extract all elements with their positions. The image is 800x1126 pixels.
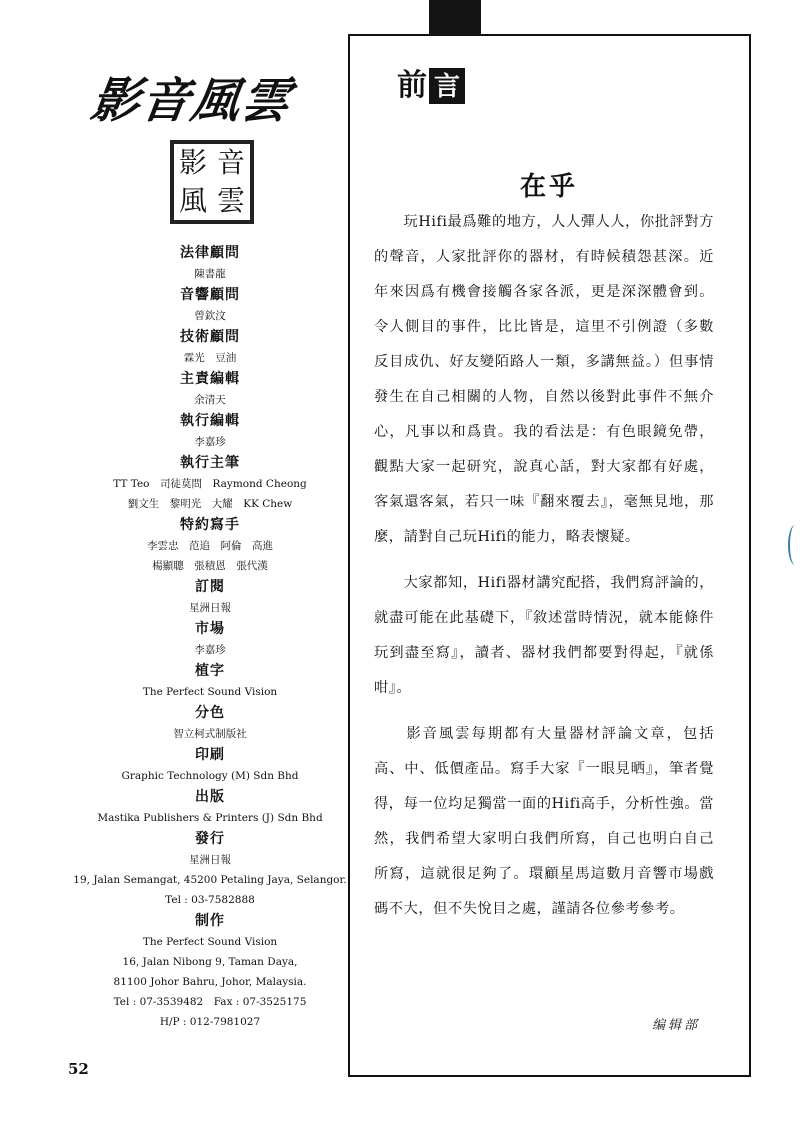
credit-role: 制作 bbox=[195, 913, 225, 929]
top-tab-bar bbox=[429, 0, 481, 36]
credit-role: 分色 bbox=[195, 705, 225, 721]
edge-mark bbox=[788, 525, 800, 565]
credit-name: The Perfect Sound Vision bbox=[142, 686, 278, 698]
credit-name: H/P : 012-7981027 bbox=[159, 1016, 261, 1028]
credit-name: 李嘉珍 bbox=[194, 436, 226, 448]
seal-char: 影 bbox=[178, 146, 207, 179]
seal-char: 風 bbox=[178, 184, 207, 217]
credit-role: 植字 bbox=[195, 663, 225, 679]
credit-name: The Perfect Sound Vision bbox=[142, 936, 278, 948]
credit-role: 印刷 bbox=[195, 747, 225, 763]
credit-name: 星洲日報 bbox=[189, 854, 231, 866]
article-paragraph: 大家都知，Hifi器材講究配搭，我們寫評論的，就盡可能在此基礎下，『敘述當時情況，就本能條件玩到盡至寫』，讀者、器材我們都要對得起，『就係咁』。 bbox=[374, 575, 714, 696]
preface-heading bbox=[397, 60, 465, 104]
credit-role: 執行主筆 bbox=[180, 455, 240, 471]
credit-name: 星洲日報 bbox=[189, 602, 231, 614]
masthead-title: 影音風雲 bbox=[87, 73, 296, 129]
preface-label-second: 言 bbox=[429, 68, 465, 104]
credit-name: 曾欽汶 bbox=[194, 310, 226, 322]
credit-name: 81100 Johor Bahru, Johor, Malaysia. bbox=[113, 976, 307, 988]
credit-name: 劉文生 黎明光 大耀 KK Chew bbox=[127, 498, 293, 510]
page-number: 52 bbox=[68, 1060, 89, 1078]
credit-name: 李嘉珍 bbox=[194, 644, 226, 656]
credit-name: Mastika Publishers & Printers (J) Sdn Bhd bbox=[97, 812, 323, 824]
article-paragraph: 玩Hifi最爲難的地方，人人彈人人，你批評對方的聲音，人家批評你的器材，有時候積怨甚深。近年來因爲有機會接觸各家各派，更是深深體會到。令人側目的事件，比比皆是，這里不引例證（多數反目成仇、好友變陌路人一類，多講無益。）但事情發生在自己相關的人物，自然以後對此事件不無介心，凡事以和爲貴。我的看法是：有色眼鏡免帶，觀點大家一起研究，說真心話，對大家都有好處，客氣還客氣，若只一味『翻來覆去』，毫無見地，那麼，請對自己玩Hifi的能力，略表懷疑。 bbox=[374, 214, 714, 545]
credit-name: 楊顯聰 張積恩 張代漢 bbox=[152, 560, 268, 572]
credit-name: 陳書龍 bbox=[194, 268, 226, 280]
credit-name: 智立柯式制版社 bbox=[173, 728, 247, 740]
credit-name: Tel : 07-3539482 Fax : 07-3525175 bbox=[113, 996, 307, 1008]
credit-name: Graphic Technology (M) Sdn Bhd bbox=[121, 770, 299, 782]
credit-role: 發行 bbox=[195, 831, 225, 847]
article-body bbox=[374, 205, 714, 927]
credit-name: 16, Jalan Nibong 9, Taman Daya, bbox=[122, 956, 298, 968]
credit-role: 特約寫手 bbox=[180, 517, 240, 533]
credit-role: 技術顧問 bbox=[180, 329, 240, 345]
seal-char: 雲 bbox=[216, 184, 245, 217]
credit-name: 李雲忠 范追 阿倫 高進 bbox=[147, 540, 273, 552]
article-title: 在乎 bbox=[520, 172, 579, 202]
credits-list bbox=[60, 242, 360, 1032]
credit-name: Tel : 03-7582888 bbox=[165, 894, 255, 906]
credit-role: 法律顧問 bbox=[180, 245, 240, 261]
credit-role: 出版 bbox=[195, 789, 225, 805]
signature: 编辑部 bbox=[652, 1018, 701, 1033]
credit-role: 執行編輯 bbox=[180, 413, 240, 429]
article-paragraph: 影音風雲每期都有大量器材評論文章，包括高、中、低價產品。寫手大家『一眼見晒』，筆者覺得，每一位均足獨當一面的Hifi高手，分析性強。當然，我們希望大家明白我們所寫，自己也明白自己所寫，這就很足夠了。環顧星馬這數月音響市場戲碼不大，但不失悅目之處，謹請各位參考參考。 bbox=[374, 726, 714, 917]
credit-name: 霖光 豆油 bbox=[183, 352, 237, 364]
credit-name: 余清天 bbox=[194, 394, 226, 406]
credit-name: 19, Jalan Semangat, 45200 Petaling Jaya, Selangor. bbox=[73, 874, 347, 886]
credit-role: 訂閱 bbox=[195, 579, 225, 595]
seal-logo bbox=[170, 140, 254, 224]
preface-label-first: 前 bbox=[397, 68, 427, 103]
credit-role: 音響顧問 bbox=[180, 287, 240, 303]
credit-role: 主責編輯 bbox=[180, 371, 240, 387]
credit-name: TT Teo 司徒莫問 Raymond Cheong bbox=[113, 478, 307, 490]
credit-role: 市場 bbox=[195, 621, 225, 637]
seal-char: 音 bbox=[216, 146, 245, 179]
